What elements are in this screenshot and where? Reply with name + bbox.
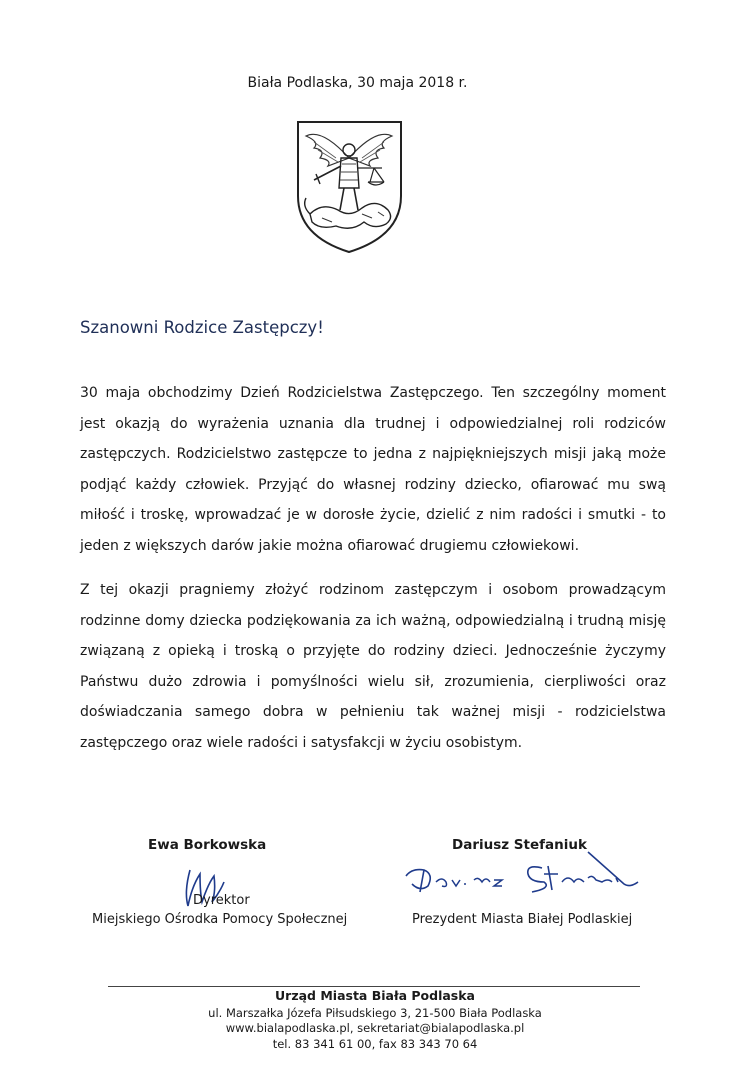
footer-title: Urząd Miasta Biała Podlaska [275,988,475,1003]
footer-address: ul. Marszałka Józefa Piłsudskiego 3, 21-500 Biała Podlaska [208,1006,542,1020]
signatory-left-organization: Miejskiego Ośrodka Pomocy Społecznej [92,912,348,927]
footer-divider [108,986,640,987]
coat-of-arms-icon [292,118,407,256]
letter-paragraph-2: Z tej okazji pragniemy złożyć rodzinom zastępczym i osobom prowadzącym rodzinne domy dziecka podziękowania za ich ważną, odpowiedzialną i trudną misję związaną z opieką i troską o przyjęte do rodziny dzieci. Jednocześnie życzymy Państwu dużo zdrowia i pomyślności wielu sił, zrozumienia, cierpliwości oraz doświadczania samego dobra w pełnieniu tak ważnej misji - rodzicielstwa zastępczego oraz wiele radości i satysfakcji w życiu osobistym. [80,582,666,751]
footer-web-email: www.bialapodlaska.pl, sekretariat@bialapodlaska.pl [225,1021,525,1035]
footer-phone: tel. 83 341 61 00, fax 83 343 70 64 [272,1037,478,1051]
signatory-left-title: Dyrektor [193,893,250,908]
signatory-right-title: Prezydent Miasta Białej Podlaskiej [412,912,633,927]
date-line: Biała Podlaska, 30 maja 2018 r. [247,75,468,91]
signature-right-icon [402,848,642,903]
letter-greeting: Szanowni Rodzice Zastępczy! [80,318,324,337]
letter-paragraph-1: 30 maja obchodzimy Dzień Rodzicielstwa Zastępczego. Ten szczególny moment jest okazją do wyrażenia uznania dla trudnej i odpowiedzialnej roli rodziców zastępczych. Rodzicielstwo zastępcze to jedna z najpiękniejszych misji jaką może podjąć każdy człowiek. Przyjąć do własnej rodziny dziecko, ofiarować mu swą miłość i troskę, wprowadzać je w dorosłe życie, dzielić z nim radości i smutki - to jeden z większych darów jakie można ofiarować drugiemu człowiekowi. [80,385,666,554]
signatory-left-name: Ewa Borkowska [148,837,267,853]
signatory-right-name: Dariusz Stefaniuk [452,837,587,853]
